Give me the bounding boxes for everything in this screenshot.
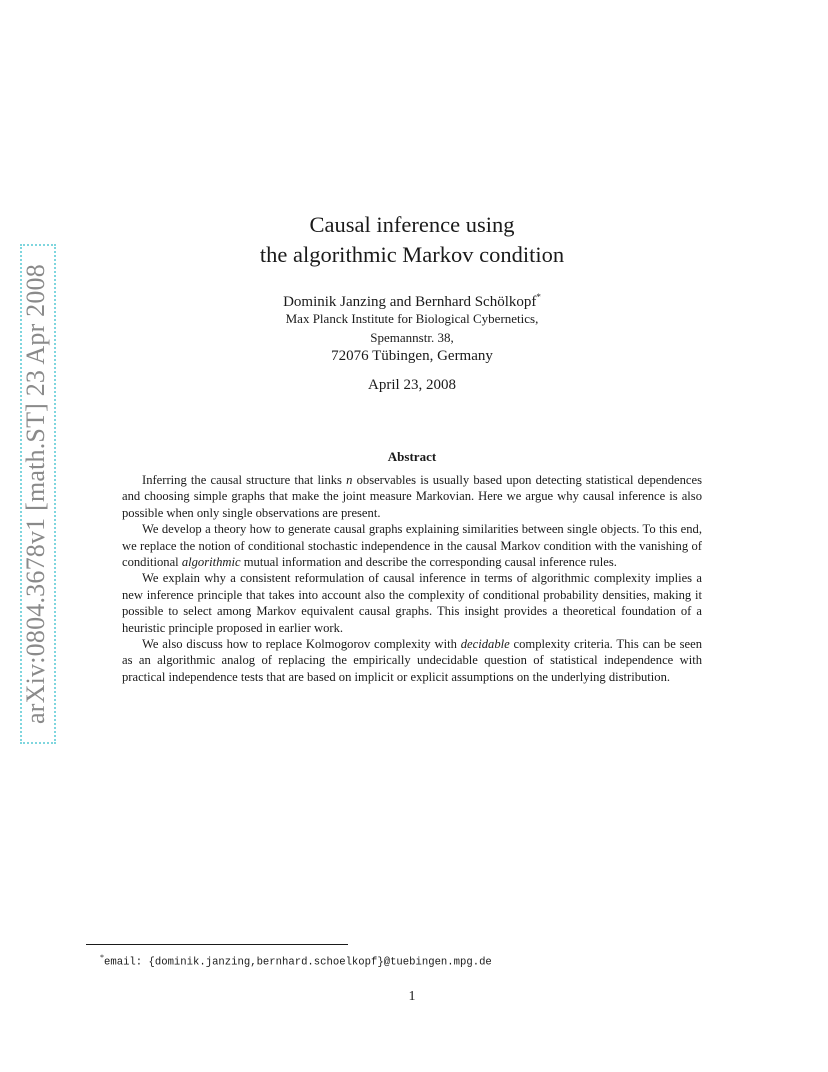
- abstract-heading: Abstract: [387, 449, 437, 464]
- abstract-paragraph-4: [122, 636, 702, 685]
- author-names: Dominik Janzing and Bernhard Schölkopf: [283, 294, 537, 310]
- footnote-divider: [86, 944, 348, 945]
- page-number: 1: [408, 989, 416, 1004]
- affiliation-city: 72076 Tübingen, Germany: [331, 348, 493, 364]
- paper-title: [200, 210, 624, 270]
- footnote-mark: *: [100, 953, 104, 962]
- abstract-p4-emphasis: decidable: [460, 637, 510, 652]
- abstract-p2-text-b: mutual information and describe the corresponding causal inference rules.: [240, 555, 617, 570]
- affiliation-street: Spemannstr. 38,: [370, 330, 454, 345]
- footnote-email: email: {dominik.janzing,bernhard.schoelkopf}@tuebingen.mpg.de: [104, 956, 492, 969]
- affiliation-institute: Max Planck Institute for Biological Cybernetics,: [285, 311, 539, 326]
- abstract-p4-text-a: We also discuss how to replace Kolmogorov complexity with: [142, 637, 461, 652]
- abstract-paragraph-3: We explain why a consistent reformulation of causal inference in terms of algorithmic complexity implies a new inference principle that takes into account also the complexity of conditional probability densities, making it possible to select among Markov equivalent causal graphs. This insight provides a theoretical foundation of a heuristic principle proposed in earlier work.: [122, 571, 702, 635]
- title-line-1: Causal inference using: [309, 212, 515, 237]
- abstract-p2-text-a: We develop a theory how to generate causal graphs explaining similarities between single objects. To this end, we replace the notion of conditional stochastic independence in the causal Markov condition with the vanishing of conditional: [122, 522, 702, 570]
- abstract-p1-text-b: observables is usually based upon detecting statistical dependences and choosing simple graphs that make the joint measure Markovian. Here we argue why causal inference is also possible when only single observations are present.: [122, 473, 702, 520]
- abstract-paragraph-2: [122, 521, 702, 570]
- abstract-paragraph-1: [122, 472, 702, 521]
- paper-date: April 23, 2008: [368, 377, 456, 393]
- abstract-p1-text-a: Inferring the causal structure that links: [142, 473, 347, 487]
- title-line-2: the algorithmic Markov condition: [259, 242, 565, 267]
- arxiv-identifier: arXiv:0804.3678v1 [math.ST] 23 Apr 2008: [21, 264, 50, 724]
- abstract-body: [122, 472, 702, 685]
- footnote: [100, 950, 492, 971]
- author-footnote-mark: *: [536, 292, 541, 302]
- abstract-p2-emphasis: algorithmic: [181, 555, 241, 570]
- affiliation: [200, 309, 624, 366]
- abstract-p4-text-b: complexity criteria. This can be seen as an algorithmic analog of replacing the empirically undecidable question of statistical independence with practical independence tests that are based on implicit or explicit assumptions on the underlying distribution.: [122, 637, 702, 684]
- abstract-p1-variable: n: [346, 473, 353, 487]
